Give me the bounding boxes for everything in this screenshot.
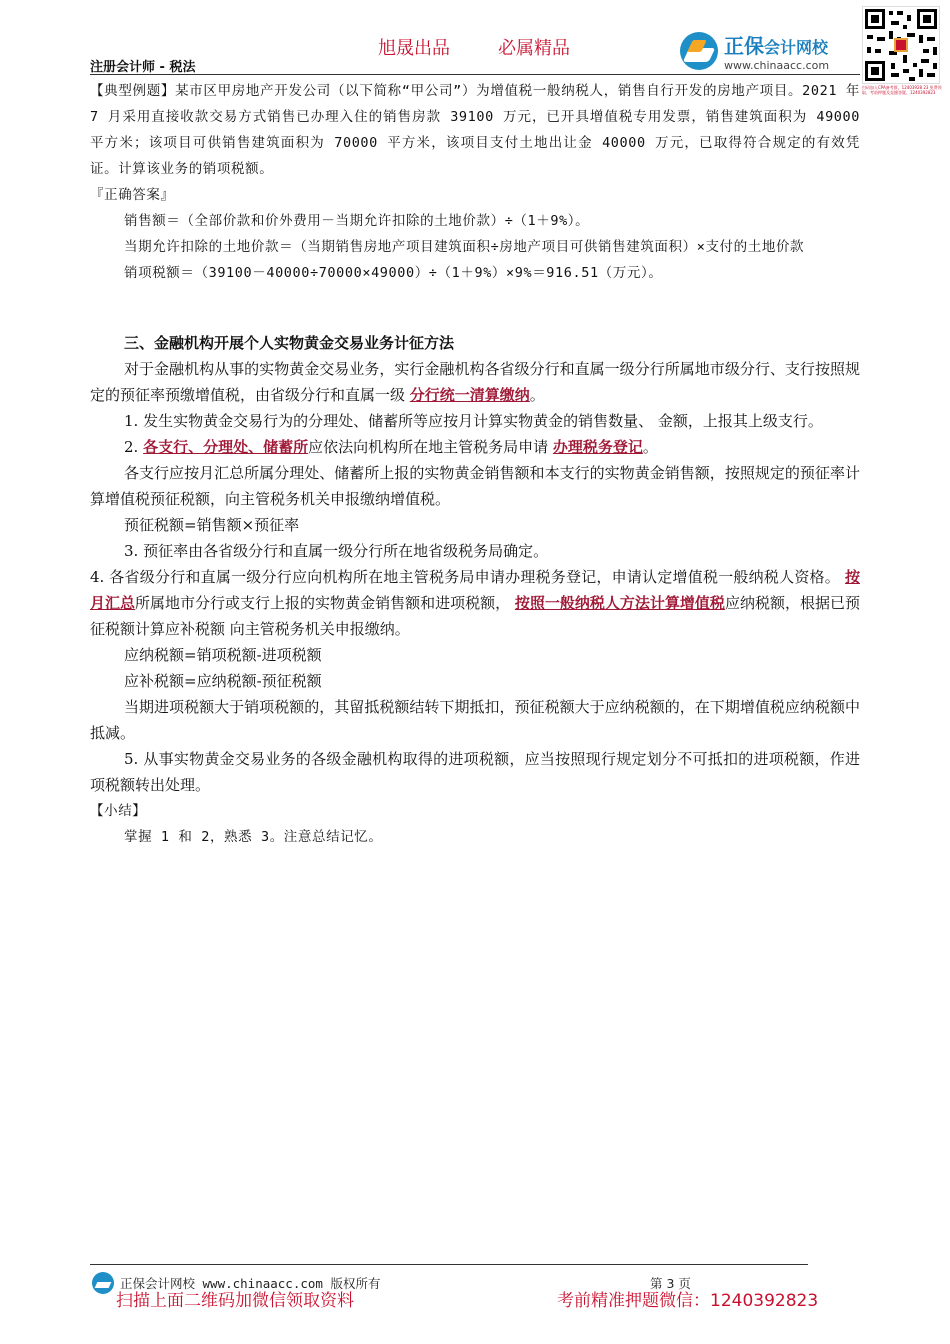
section-title: 三、金融机构开展个人实物黄金交易业务计征方法 bbox=[124, 334, 455, 352]
header-promo-right: 必属精品 bbox=[498, 38, 570, 59]
highlight-tax-registration: 办理税务登记 bbox=[552, 438, 643, 456]
example-text: 某市区甲房地产开发公司（以下简称“甲公司”）为增值税一般纳税人，销售自行开发的房地产项目。2021 年 7 月采用直接收款交易方式销售已办理入住的销售房款 39100 万元，已开具增值税专用发票，销售建筑面积为 49000 平方米；该项目可供销售建筑面积为 70000 平方米，该项目支付土地出让金 40000 万元，已取得符合规定的有效凭证。计算该业务的销项税额。 bbox=[90, 83, 860, 177]
item-4-end: 应纳税额，根据已预征税额计算应补税额 向主管税务机关申报缴纳。 bbox=[90, 594, 860, 638]
example-label: 【典型例题】 bbox=[90, 83, 176, 99]
header-divider bbox=[90, 74, 860, 75]
item-2-number: 2. bbox=[124, 438, 144, 456]
answer-line-3: 销项税额＝（39100－40000÷70000×49000）÷（1＋9%）×9%＝916.51（万元）。 bbox=[124, 265, 663, 281]
qr-code-icon bbox=[862, 6, 940, 84]
intro-end: 。 bbox=[529, 386, 545, 404]
answer-line-1: 销售额＝（全部价款和价外费用－当期允许扣除的土地价款）÷（1＋9%）。 bbox=[124, 213, 590, 229]
item-2-end: 。 bbox=[642, 438, 658, 456]
qr-code-graphic bbox=[863, 7, 939, 83]
page-number: 第 3 页 bbox=[650, 1276, 691, 1291]
item-4 bbox=[90, 564, 860, 642]
item-3: 3. 预征率由各省级分行和直属一级分行所在地省级税务局确定。 bbox=[124, 542, 549, 560]
footer-promo-right: 考前精准押题微信：1240392823 bbox=[557, 1291, 819, 1311]
item-4-mid: 所属地市分行或支行上报的实物黄金销售额和进项税额， bbox=[135, 594, 515, 612]
course-title: 注册会计师 - 税法 bbox=[90, 60, 196, 75]
answer-line-2: 当期允许扣除的土地价款＝（当期销售房地产项目建筑面积÷房地产项目可供销售建筑面积）×支付的土地价款 bbox=[124, 239, 805, 255]
answer-label: 『正确答案』 bbox=[90, 187, 175, 203]
brand-logo bbox=[680, 30, 829, 72]
logo-sub: 会计网校 bbox=[764, 38, 829, 57]
footer-promo-left: 扫描上面二维码加微信领取资料 bbox=[116, 1291, 354, 1311]
formula-payable: 应纳税额=销项税额-进项税额 bbox=[124, 646, 322, 664]
logo-url: www.chinaacc.com bbox=[724, 59, 830, 72]
item-4-note: 当期进项税额大于销项税额的，其留抵税额结转下期抵扣，预征税额大于应纳税额的，在下期增值税应纳税额中抵减。 bbox=[90, 698, 860, 742]
item-4-text: 4. 各省级分行和直属一级分行应向机构所在地主管税务局申请办理税务登记，申请认定增值税一般纳税人资格。 bbox=[90, 568, 845, 586]
formula-supplementary: 应补税额=应纳税额-预征税额 bbox=[124, 672, 322, 690]
item-5: 5. 从事实物黄金交易业务的各级金融机构取得的进项税额，应当按照现行规定划分不可抵扣的进项税额，作进项税额转出处理。 bbox=[90, 750, 860, 794]
formula-prepaid: 预征税额=销售额×预征率 bbox=[124, 516, 300, 534]
logo-name: 正保 bbox=[724, 34, 764, 58]
footer-logo-icon bbox=[92, 1272, 114, 1294]
item-2-text: 应依法向机构所在地主管税务局申请 bbox=[308, 438, 553, 456]
item-2 bbox=[90, 434, 860, 460]
item-2-detail: 各支行应按月汇总所属分理处、储蓄所上报的实物黄金销售额和本支行的实物黄金销售额，按照规定的预征率计算增值税预征税额，向主管税务机关申报缴纳增值税。 bbox=[90, 464, 860, 508]
intro-text: 对于金融机构从事的实物黄金交易业务，实行金融机构各省级分行和直属一级分行所属地市级分行、支行按照规定的预征率预缴增值税，由省级分行和直属一级 bbox=[90, 360, 860, 404]
example-paragraph bbox=[90, 78, 860, 182]
highlight-monthly-summary: 按月汇总 bbox=[90, 568, 860, 612]
item-1: 1. 发生实物黄金交易行为的分理处、储蓄所等应按月计算实物黄金的销售数量、 金额，上报其上级支行。 bbox=[124, 412, 823, 430]
highlight-branches: 各支行、分理处、储蓄所 bbox=[143, 438, 309, 456]
document-body bbox=[90, 78, 860, 850]
header-promo-left: 旭晟出品 bbox=[378, 38, 450, 59]
qr-caption: 扫码加入CPA备考群，12403928 23 免费领取，考前押题及直播答疑，1240392823 bbox=[862, 85, 942, 95]
summary-label: 【小结】 bbox=[90, 803, 147, 819]
section-intro bbox=[90, 356, 860, 408]
footer-copyright: 正保会计网校 www.chinaacc.com 版权所有 bbox=[120, 1276, 381, 1291]
highlight-unified-payment: 分行统一清算缴纳 bbox=[409, 386, 530, 404]
footer-divider bbox=[90, 1264, 808, 1265]
summary-text: 掌握 1 和 2，熟悉 3。注意总结记忆。 bbox=[124, 829, 383, 845]
logo-icon bbox=[680, 32, 718, 70]
highlight-general-method: 按照一般纳税人方法计算增值税 bbox=[514, 594, 725, 612]
